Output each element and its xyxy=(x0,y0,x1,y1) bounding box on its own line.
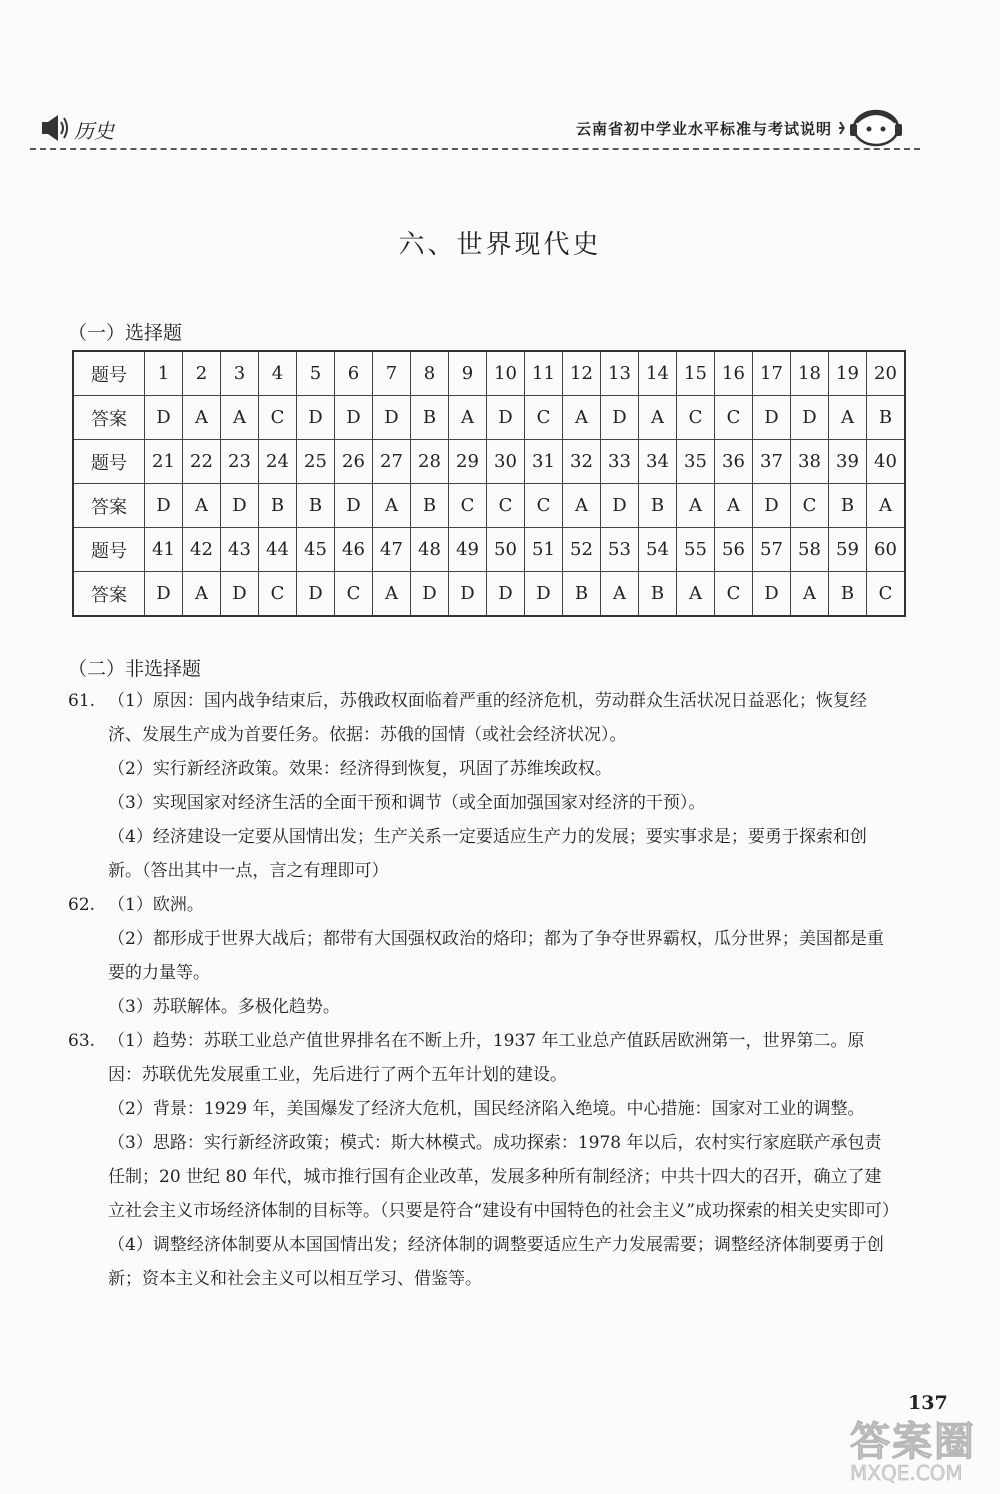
table-cell: D xyxy=(373,396,411,440)
table-cell: A xyxy=(601,572,639,617)
table-cell: B xyxy=(563,572,601,617)
table-cell: C xyxy=(791,484,829,528)
table-cell: 23 xyxy=(221,440,259,484)
table-cell: 10 xyxy=(487,351,525,396)
question-63 xyxy=(68,1024,898,1296)
answer-part: （2）都形成于世界大战后；都带有大国强权政治的烙印；都为了争夺世界霸权，瓜分世界；美国都是重要的力量等。 xyxy=(108,929,884,983)
answer-part: （3）实现国家对经济生活的全面干预和调节（或全面加强国家对经济的干预）。 xyxy=(108,793,706,813)
table-cell: C xyxy=(677,396,715,440)
table-cell: 44 xyxy=(259,528,297,572)
table-cell: 6 xyxy=(335,351,373,396)
table-cell: A xyxy=(373,572,411,617)
row-label-number: 题号 xyxy=(73,351,145,396)
row-label-number: 题号 xyxy=(73,440,145,484)
table-cell: A xyxy=(449,396,487,440)
table-cell: C xyxy=(259,396,297,440)
table-cell: D xyxy=(297,396,335,440)
table-cell: B xyxy=(867,396,906,440)
table-cell: D xyxy=(297,572,335,617)
subsection-choice-heading: （一）选择题 xyxy=(68,322,183,344)
answer-body xyxy=(68,684,898,1296)
table-cell: D xyxy=(753,396,791,440)
answer-part: （1）欧洲。 xyxy=(108,895,204,915)
question-62 xyxy=(68,888,898,1024)
book-title: 云南省初中学业水平标准与考试说明 xyxy=(575,119,832,138)
header-dashed-line xyxy=(30,148,920,150)
table-cell: 4 xyxy=(259,351,297,396)
table-cell: D xyxy=(145,396,183,440)
table-cell: D xyxy=(525,572,563,617)
table-cell: C xyxy=(449,484,487,528)
table-cell: 58 xyxy=(791,528,829,572)
question-61 xyxy=(68,684,898,888)
table-cell: D xyxy=(335,484,373,528)
table-cell: 19 xyxy=(829,351,867,396)
table-cell: 16 xyxy=(715,351,753,396)
table-cell: 42 xyxy=(183,528,221,572)
speaker-icon xyxy=(30,112,70,144)
table-cell: 60 xyxy=(867,528,906,572)
table-cell: C xyxy=(335,572,373,617)
table-cell: 20 xyxy=(867,351,906,396)
table-cell: A xyxy=(373,484,411,528)
table-cell: 45 xyxy=(297,528,335,572)
table-cell: D xyxy=(449,572,487,617)
table-cell: 5 xyxy=(297,351,335,396)
answer-part: （1）原因：国内战争结束后，苏俄政权面临着严重的经济危机，劳动群众生活状况日益恶化；恢复经济、发展生产成为首要任务。依据：苏俄的国情（或社会经济状况）。 xyxy=(108,691,867,745)
table-cell: 37 xyxy=(753,440,791,484)
table-cell: C xyxy=(525,484,563,528)
table-cell: 51 xyxy=(525,528,563,572)
table-cell: 43 xyxy=(221,528,259,572)
table-row xyxy=(73,528,905,572)
table-cell: 11 xyxy=(525,351,563,396)
table-cell: 9 xyxy=(449,351,487,396)
table-cell: 48 xyxy=(411,528,449,572)
table-cell: 7 xyxy=(373,351,411,396)
row-label-number: 题号 xyxy=(73,528,145,572)
answer-part: （1）趋势：苏联工业总产值世界排名在不断上升，1937 年工业总产值跃居欧洲第一，世界第二。原因：苏联优先发展重工业，先后进行了两个五年计划的建设。 xyxy=(108,1031,865,1085)
table-cell: B xyxy=(829,572,867,617)
watermark-text: 答案圈 xyxy=(850,1419,976,1465)
table-cell: 38 xyxy=(791,440,829,484)
table-cell: 22 xyxy=(183,440,221,484)
mascot-icon xyxy=(838,108,912,148)
table-row xyxy=(73,572,905,617)
table-cell: 13 xyxy=(601,351,639,396)
table-cell: D xyxy=(221,484,259,528)
answer-table xyxy=(72,350,906,617)
table-cell: D xyxy=(145,572,183,617)
table-row xyxy=(73,396,905,440)
table-cell: B xyxy=(829,484,867,528)
table-cell: 25 xyxy=(297,440,335,484)
table-cell: 52 xyxy=(563,528,601,572)
table-cell: C xyxy=(715,572,753,617)
table-cell: 12 xyxy=(563,351,601,396)
table-cell: 1 xyxy=(145,351,183,396)
table-cell: A xyxy=(829,396,867,440)
table-cell: B xyxy=(411,396,449,440)
page-number: 137 xyxy=(908,1392,948,1414)
table-cell: 40 xyxy=(867,440,906,484)
table-cell: 8 xyxy=(411,351,449,396)
table-cell: 17 xyxy=(753,351,791,396)
answer-part: （3）思路：实行新经济政策；模式：斯大林模式。成功探索：1978 年以后，农村实行家庭联产承包责任制；20 世纪 80 年代，城市推行国有企业改革，发展多种所有制经济；中共十四大的召开，确立了建立社会主义市场经济体制的目标等。（只要是符合“建设有中国特色的社会主义”成功探索的相关史实即可） xyxy=(108,1133,899,1221)
table-cell: 59 xyxy=(829,528,867,572)
answer-part: （2）背景：1929 年，美国爆发了经济大危机，国民经济陷入绝境。中心措施：国家对工业的调整。 xyxy=(108,1099,865,1119)
row-label-answer: 答案 xyxy=(73,484,145,528)
table-cell: 55 xyxy=(677,528,715,572)
table-cell: C xyxy=(867,572,906,617)
table-cell: 56 xyxy=(715,528,753,572)
subject-label: 历史 xyxy=(74,119,114,143)
table-cell: 53 xyxy=(601,528,639,572)
table-cell: 50 xyxy=(487,528,525,572)
table-cell: 2 xyxy=(183,351,221,396)
question-number: 61. xyxy=(68,691,96,711)
table-cell: 49 xyxy=(449,528,487,572)
table-cell: C xyxy=(487,484,525,528)
header-left xyxy=(30,112,114,144)
table-cell: C xyxy=(715,396,753,440)
table-cell: 36 xyxy=(715,440,753,484)
table-cell: 24 xyxy=(259,440,297,484)
table-cell: 46 xyxy=(335,528,373,572)
table-cell: B xyxy=(259,484,297,528)
question-number: 63. xyxy=(68,1031,96,1051)
table-cell: A xyxy=(677,484,715,528)
watermark-logo xyxy=(850,1410,990,1484)
table-cell: D xyxy=(145,484,183,528)
table-cell: D xyxy=(753,484,791,528)
table-cell: D xyxy=(791,396,829,440)
table-cell: 54 xyxy=(639,528,677,572)
table-cell: D xyxy=(601,484,639,528)
section-title: 六、世界现代史 xyxy=(398,230,602,260)
table-cell: 3 xyxy=(221,351,259,396)
subsection-nonchoice-heading: （二）非选择题 xyxy=(68,658,202,680)
table-cell: 35 xyxy=(677,440,715,484)
table-cell: A xyxy=(677,572,715,617)
table-cell: A xyxy=(639,396,677,440)
table-row xyxy=(73,484,905,528)
table-cell: 32 xyxy=(563,440,601,484)
answer-part: （3）苏联解体。多极化趋势。 xyxy=(108,997,340,1017)
table-cell: A xyxy=(563,484,601,528)
table-cell: D xyxy=(753,572,791,617)
table-cell: D xyxy=(487,396,525,440)
table-cell: 33 xyxy=(601,440,639,484)
table-cell: 41 xyxy=(145,528,183,572)
table-cell: B xyxy=(639,484,677,528)
table-cell: 21 xyxy=(145,440,183,484)
watermark-url: MXQE.COM xyxy=(850,1461,963,1485)
table-cell: 30 xyxy=(487,440,525,484)
table-cell: 29 xyxy=(449,440,487,484)
table-cell: 14 xyxy=(639,351,677,396)
page-header xyxy=(30,108,920,154)
table-cell: 15 xyxy=(677,351,715,396)
table-cell: C xyxy=(259,572,297,617)
table-cell: D xyxy=(411,572,449,617)
table-cell: 57 xyxy=(753,528,791,572)
answer-part: （2）实行新经济政策。效果：经济得到恢复，巩固了苏维埃政权。 xyxy=(108,759,612,779)
table-cell: 39 xyxy=(829,440,867,484)
table-row xyxy=(73,351,905,396)
table-cell: A xyxy=(563,396,601,440)
row-label-answer: 答案 xyxy=(73,572,145,617)
table-cell: 26 xyxy=(335,440,373,484)
table-cell: C xyxy=(525,396,563,440)
answer-part: （4）调整经济体制要从本国国情出发；经济体制的调整要适应生产力发展需要；调整经济体制要勇于创新；资本主义和社会主义可以相互学习、借鉴等。 xyxy=(108,1235,884,1289)
table-cell: D xyxy=(221,572,259,617)
table-cell: A xyxy=(183,484,221,528)
table-row xyxy=(73,440,905,484)
table-cell: 28 xyxy=(411,440,449,484)
table-cell: 47 xyxy=(373,528,411,572)
table-cell: 18 xyxy=(791,351,829,396)
table-cell: D xyxy=(335,396,373,440)
table-cell: A xyxy=(791,572,829,617)
table-cell: A xyxy=(867,484,906,528)
answer-part: （4）经济建设一定要从国情出发；生产关系一定要适应生产力的发展；要实事求是；要勇于探索和创新。（答出其中一点，言之有理即可） xyxy=(108,827,867,881)
table-cell: B xyxy=(639,572,677,617)
table-cell: B xyxy=(411,484,449,528)
table-cell: A xyxy=(715,484,753,528)
table-cell: A xyxy=(183,396,221,440)
table-cell: A xyxy=(221,396,259,440)
row-label-answer: 答案 xyxy=(73,396,145,440)
table-cell: A xyxy=(183,572,221,617)
table-cell: D xyxy=(601,396,639,440)
header-right xyxy=(576,108,912,148)
table-cell: D xyxy=(487,572,525,617)
table-cell: 31 xyxy=(525,440,563,484)
question-number: 62. xyxy=(68,895,96,915)
table-cell: B xyxy=(297,484,335,528)
table-cell: 34 xyxy=(639,440,677,484)
table-cell: 27 xyxy=(373,440,411,484)
